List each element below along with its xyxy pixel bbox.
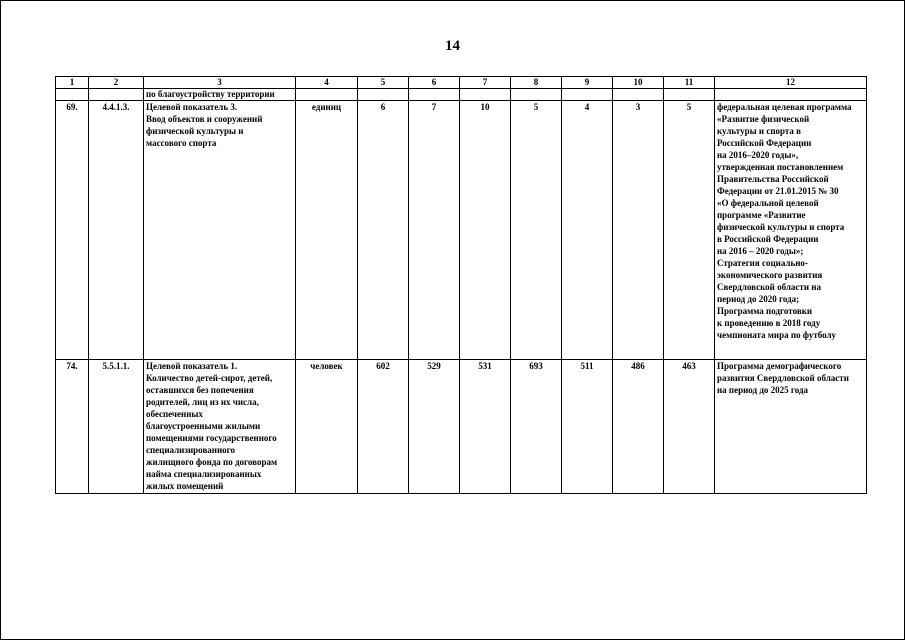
text-line: «О федеральной целевой [717, 198, 819, 208]
text-line: Стратегия социально- [717, 258, 808, 268]
value-cell: 3 [613, 101, 664, 360]
header-cell: 1 [56, 77, 89, 89]
value-cell: 531 [460, 360, 511, 494]
text-line: Целевой показатель 1. [146, 361, 238, 371]
row-code: 5.5.1.1. [89, 360, 144, 494]
text-line: утвержденная постановлением [717, 162, 844, 172]
text-line: Свердловской области на [717, 282, 821, 292]
page-number: 14 [445, 38, 460, 54]
text-line: федеральная целевая программа [717, 102, 852, 112]
row-number: 74. [56, 360, 89, 494]
indicator-name [144, 101, 296, 360]
text-line: благоустроенными жилыми [146, 421, 261, 431]
text-line: Российской Федерации [717, 138, 812, 148]
table-row [56, 101, 867, 360]
row-number: 69. [56, 101, 89, 360]
unit: единиц [296, 101, 358, 360]
header-cell: 11 [664, 77, 715, 89]
value-cell: 486 [613, 360, 664, 494]
text-line: Федерации от 21.01.2015 № 30 [717, 186, 839, 196]
header-cell: 4 [296, 77, 358, 89]
text-line: Программа подготовки [717, 306, 813, 316]
header-cell: 12 [715, 77, 867, 89]
text-line: жилых помещений [146, 481, 224, 491]
text-line: обеспеченных [146, 409, 203, 419]
text-line: на 2016 – 2020 годы»; [717, 246, 804, 256]
text-line: чемпионата мира по футболу [717, 330, 837, 340]
text-line: Целевой показатель 3. [146, 102, 238, 112]
table-row [56, 360, 867, 494]
value-cell: 6 [358, 101, 409, 360]
row-code: 4.4.1.3. [89, 101, 144, 360]
text-line: специализированного [146, 445, 236, 455]
text-line: физической культуры и спорта [717, 222, 845, 232]
value-cell: 529 [409, 360, 460, 494]
header-row [56, 77, 867, 89]
source-document [715, 101, 867, 360]
text-line: найма специализированных [146, 469, 262, 479]
text-line: помещениями государственного [146, 433, 277, 443]
text-line: физической культуры и [146, 126, 244, 136]
text-line: Ввод объектов и сооружений [146, 114, 263, 124]
source-document [715, 360, 867, 494]
text-line: Программа демографического [717, 361, 842, 371]
unit: человек [296, 360, 358, 494]
value-cell: 463 [664, 360, 715, 494]
text-line: развития Свердловской области [717, 373, 849, 383]
text-line: оставшихся без попечения [146, 385, 254, 395]
value-cell: 602 [358, 360, 409, 494]
indicator-name [144, 360, 296, 494]
continuation-row [56, 89, 867, 101]
text-line: в Российской Федерации [717, 234, 819, 244]
header-cell: 9 [562, 77, 613, 89]
value-cell: 511 [562, 360, 613, 494]
header-cell: 6 [409, 77, 460, 89]
text-line: к проведению в 2018 году [717, 318, 821, 328]
text-line: «Развитие физической [717, 114, 810, 124]
text-line: программе «Развитие [717, 210, 806, 220]
value-cell: 693 [511, 360, 562, 494]
text-line: родителей, лиц из их числа, [146, 397, 259, 407]
text-line: период до 2020 года; [717, 294, 800, 304]
value-cell: 5 [664, 101, 715, 360]
header-cell: 5 [358, 77, 409, 89]
indicators-table [55, 76, 867, 494]
value-cell: 10 [460, 101, 511, 360]
text-line: культуры и спорта в [717, 126, 802, 136]
header-cell: 3 [144, 77, 296, 89]
header-cell: 8 [511, 77, 562, 89]
header-cell: 10 [613, 77, 664, 89]
text-line: экономического развития [717, 270, 823, 280]
value-cell: 5 [511, 101, 562, 360]
value-cell: 4 [562, 101, 613, 360]
text-line: на период до 2025 года [717, 385, 809, 395]
header-cell: 2 [89, 77, 144, 89]
continuation-text: по благоустройству территории [144, 89, 296, 101]
header-cell: 7 [460, 77, 511, 89]
text-line: массового спорта [146, 138, 217, 148]
text-line: Правительства Российской [717, 174, 829, 184]
text-line: Количество детей-сирот, детей, [146, 373, 273, 383]
value-cell: 7 [409, 101, 460, 360]
text-line: на 2016–2020 годы», [717, 150, 799, 160]
text-line: жилищного фонда по договорам [146, 457, 278, 467]
